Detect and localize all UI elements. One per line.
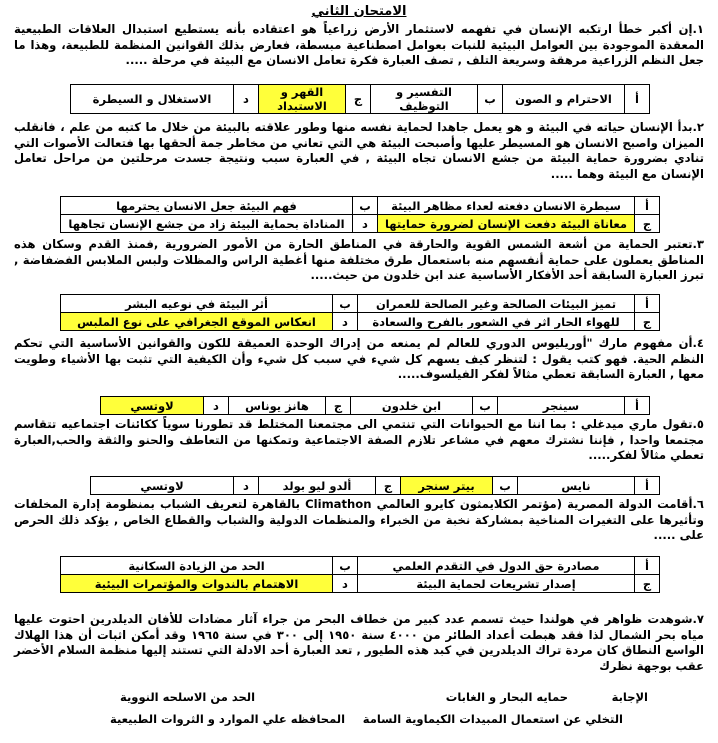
question-1-options [70,84,650,114]
question-2-text: ٢.بدأ الإنسان حياته في البيئة و هو يعمل جاهدا لحماية نفسه منها وطور علاقته بالبيئة من خلال ما كتبه من علم ، فانقلب الميزان واصبح الانسان هو المسيطر عليها وأصبحت البيئة هي التي تعاني من مخاطر جمة ألحقها بها فتعالت الأصوات التي تنادي بضرورة حماية البيئة من جشع الانسان تجاه البيئة , في العبارة سبب ونتيجة جسدت مرحلتين من مراحل تعامل الإنسان مع البيئة وهما ..... [14,120,704,181]
answer-item-1: حمايه البحار و الغابات [445,690,568,704]
question-4-options [100,396,650,415]
q5-option-a[interactable]: نايس [518,477,635,495]
answer-item-3: التخلي عن استعمال المبيدات الكيماوية السامة [362,712,623,726]
question-6-options [60,556,660,593]
q1-option-b[interactable]: التفسير و التوظيف [371,85,478,114]
q2-option-b[interactable]: فهم البيئة جعل الانسان يحترمها [61,197,353,215]
question-2-options [60,196,660,233]
q4-option-b-letter[interactable]: ب [473,397,498,415]
question-3-text: ٣.تعتبر الحماية من أشعة الشمس القوية والحارقة في المناطق الحارة من الأمور الضرورية ,فمنذ القدم وسكان هذه المناطق يعملون على حماية أنفسهم منه باستعمال طرق مختلفة منها أغطية الراس والمظلات ولبس الملابس الفضفاضة , تبرز العبارة السابقة أحد الأفكار الأساسية عند ابن خلدون من حيث..... [14,237,704,283]
q5-option-d-letter[interactable]: د [234,477,259,495]
question-4-text: ٤.أن مفهوم مارك "أوريليوس الدوري للعالم لم يمنعه من إدراك الوحدة العميقة للكون والقوانين الأساسية التي تحكم النظم الحية. فهو كتب يقول : لتنظر كيف يسهم كل شيء في سبب كل شيء وأن الكيفية التي تثبت بها الأشياء وطويت معها , العبارة السابقة تعطي مثالاً لفكر الفيلسوف..... [14,336,704,382]
question-5-options [90,476,660,495]
question-3-options [60,294,660,331]
q1-option-d[interactable]: الاستغلال و السيطرة [71,85,234,114]
q6-option-b[interactable]: الحد من الزيادة السكانية [61,557,333,575]
q3-option-d-letter[interactable]: د [333,313,358,331]
q5-option-a-letter[interactable]: أ [635,477,660,495]
q6-option-a[interactable]: مصادرة حق الدول في التقدم العلمي [358,557,635,575]
question-7-text: ٧.شوهدت ظواهر في هولندا حيث تسمم عدد كبير من خطاف البحر من جراء آثار مضادات للأفان الديلدرين احتوت عليها مياه بحر الشمال لذا فقد هبطت أعداد الطائر من ٤٠٠٠ سنة ١٩٥٠ إلى ٣٠٠ في سنة ١٩٦٥ وقد أمكن اثبات أن هذا الهلاك الواسع النطاق كان مردة تراك الديلدرين في كبد هذه الطيور , تعد العبارة أحد الادلة التي تستند إليها منظمة السلام الأخضر عقب بوجهة نظرك [14,612,704,673]
q3-option-c[interactable]: للهواء الحار اثر في الشعور بالفرح والسعادة [358,313,635,331]
q1-option-c-highlighted[interactable]: القهر و الاستبداد [259,85,346,114]
q6-option-d-letter[interactable]: د [333,575,358,593]
q2-option-d-letter[interactable]: د [353,215,378,233]
q6-option-b-letter[interactable]: ب [333,557,358,575]
q4-option-a-letter[interactable]: أ [625,397,650,415]
q5-option-c[interactable]: ألدو ليو بولد [259,477,376,495]
q3-option-b-letter[interactable]: ب [333,295,358,313]
q4-option-d-highlighted[interactable]: لاوتسي [101,397,204,415]
q6-option-c[interactable]: إصدار تشريعات لحماية البيئة [358,575,635,593]
q3-option-a[interactable]: تميز البيئات الصالحة وغير الصالحة للعمران [358,295,635,313]
exam-title: الامتحان الثاني [311,4,407,19]
answer-item-2: الحد من الاسلحه النووية [120,690,256,704]
answer-item-4: المحافظه علي الموارد و الثروات الطبيعية [110,712,346,726]
q5-option-d[interactable]: لاوتسي [91,477,234,495]
q4-option-c-letter[interactable]: ج [326,397,351,415]
q4-option-a[interactable]: سينجر [498,397,625,415]
q4-option-b[interactable]: ابن خلدون [351,397,473,415]
q1-option-c-letter[interactable]: ج [346,85,371,114]
q6-option-c-letter[interactable]: ج [635,575,660,593]
question-5-text: ٥.تقول ماري ميدغلي : بما اننا مع الحيوانات التي تنتمي الى مجتمعنا المختلط قد تطورنا سوياً ككائنات اجتماعيه تتقاسم مجتمعا واحدا , فإننا نشترك معهم في مشاعر تلازم الصفة الاجتماعية وتمكنها من التعاطف والحنو والثقة والحب,العبارة تعطي مثالاً لفكر..... [14,417,704,463]
q1-option-a[interactable]: الاحترام و الصون [503,85,625,114]
answer-label: الإجابة [611,690,648,704]
q5-option-b-highlighted[interactable]: بيتر سنجر [401,477,493,495]
question-6-text: ٦.أقامت الدولة المصرية (مؤتمر الكلايمثون كايرو العالمي Climathon بالقاهرة لتعريف الشباب بمنظومة إدارة المخلفات وتأثيرها على التغيرات المناخية بمشاركة نخبة من الخبراء والمنظمات الدولية والشباب والقطاع الخاص , يؤكد ذلك الحرص على ..... [14,497,704,543]
q2-option-b-letter[interactable]: ب [353,197,378,215]
q3-option-c-letter[interactable]: ج [635,313,660,331]
q4-option-c[interactable]: هانز يوناس [229,397,326,415]
q3-option-b[interactable]: أثر البيئة في نوعيه البشر [61,295,333,313]
q1-option-b-letter[interactable]: ب [478,85,503,114]
question-1-text: ١.إن أكبر خطأ ارتكبه الإنسان في تفهمه لاستثمار الأرض زراعياً هو اعتقاده بأنه يستطيع استبدال العلاقات الطبيعية المعقدة الموجودة بين العوامل البيئية للنبات بعوامل اصطناعية مبسطة، فعارض بذلك القوانين المنظمة للطبيعة، وهذا ما جعل النظم الزراعية مرهقة وسريعة التلف , تصف العبارة فكرة تعامل الانسان مع البيئة في مرحلة ..... [14,22,704,68]
q2-option-a[interactable]: سيطرة الانسان دفعته لعداء مظاهر البيئة [378,197,635,215]
q2-option-c-highlighted[interactable]: معاناة البيئة دفعت الإنسان لضرورة حمايتها [378,215,635,233]
q2-option-d[interactable]: المناداة بحماية البيئة زاد من جشع الإنسان تجاهها [61,215,353,233]
q6-option-a-letter[interactable]: أ [635,557,660,575]
q6-option-d-highlighted[interactable]: الاهتمام بالندوات والمؤتمرات البيئية [61,575,333,593]
q2-option-c-letter[interactable]: ج [635,215,660,233]
q4-option-d-letter[interactable]: د [204,397,229,415]
q2-option-a-letter[interactable]: أ [635,197,660,215]
q3-option-d-highlighted[interactable]: انعكاس الموقع الجغرافي على نوع الملبس [61,313,333,331]
q1-option-a-letter[interactable]: أ [625,85,650,114]
q3-option-a-letter[interactable]: أ [635,295,660,313]
q5-option-b-letter[interactable]: ب [493,477,518,495]
q1-option-d-letter[interactable]: د [234,85,259,114]
q5-option-c-letter[interactable]: ج [376,477,401,495]
